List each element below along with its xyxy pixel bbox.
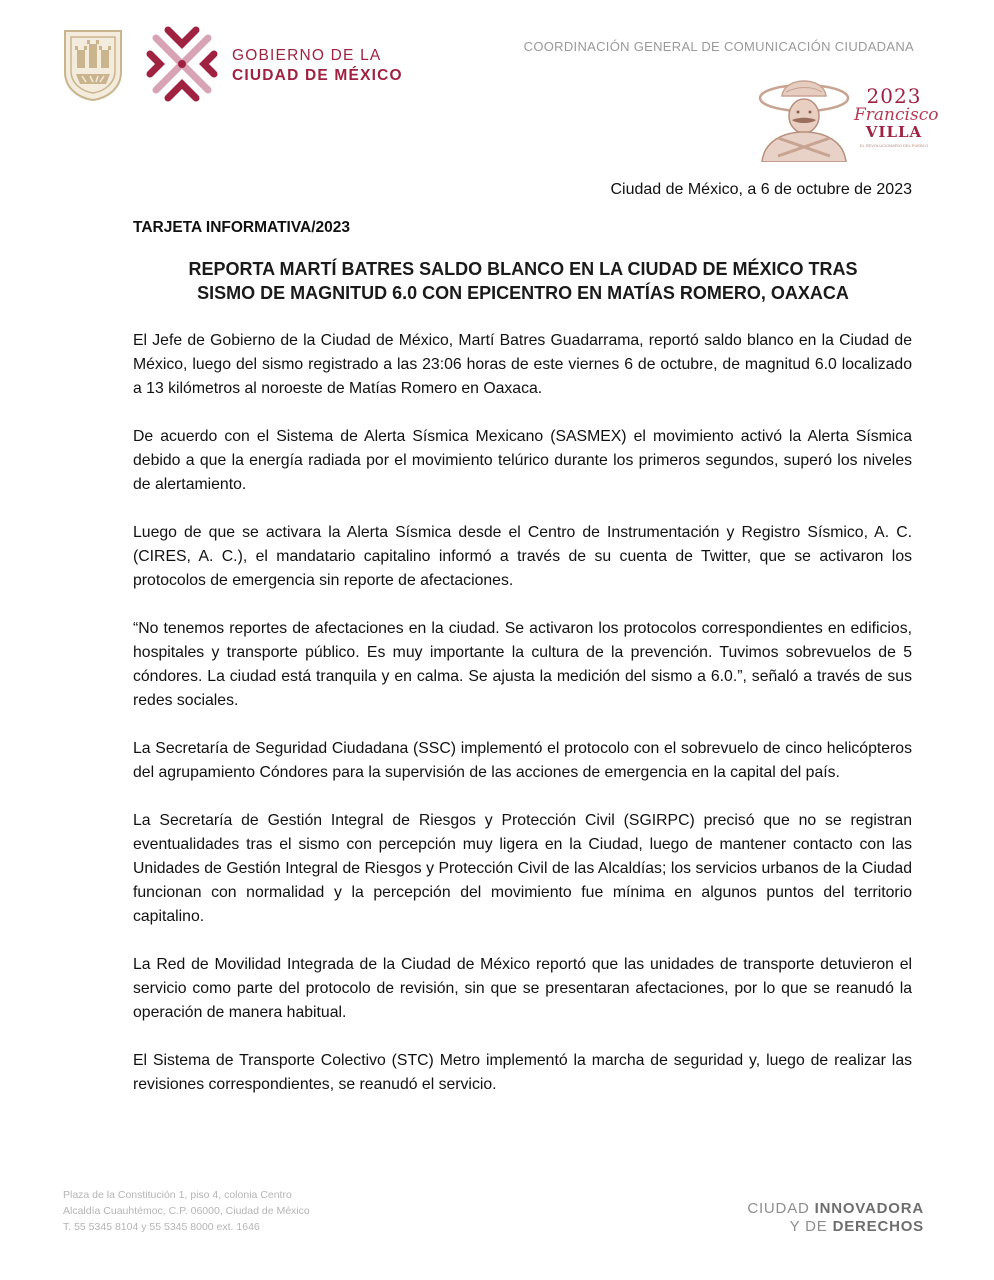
cdmx-logo-icon [146,24,218,104]
headline [120,257,926,305]
address-phone: T. 55 5345 8104 y 55 5345 8000 ext. 1646 [63,1221,260,1233]
paragraph: “No tenemos reportes de afectaciones en la ciudad. Se activaron los protocolos correspondientes en edificios, hospitales y transporte público. Es muy importante la cultura de la prevención. Tuvimos sobrevuelos de 5 cóndores. La ciudad está tranquila y en calma. Se ajusta la medición del sismo a 6.0.”, señaló a través de sus redes sociales. [133,620,912,709]
slogan-line1-regular: CIUDAD [747,1200,815,1217]
commemorative-title [854,84,939,149]
government-name [232,46,403,86]
document-date: Ciudad de México, a 6 de octubre de 2023 [610,181,912,198]
address-line2: Alcaldía Cuauhtémoc, C.P. 06000, Ciudad de México [63,1205,310,1217]
commemorative-subtitle: EL REVOLUCIONARIO DEL PUEBLO [859,143,929,148]
commemorative-year: 2023 [866,84,922,108]
paragraph: La Secretaría de Seguridad Ciudadana (SSC) implementó el protocolo con el sobrevuelo de cinco helicópteros del agrupamiento Cóndores para la supervisión de las acciones de emergencia en la capital del país. [133,740,912,781]
commemorative-name-line2: VILLA [865,123,923,141]
government-name-line2: CIUDAD DE MÉXICO [232,67,403,84]
paragraph: De acuerdo con el Sistema de Alerta Sísmica Mexicano (SASMEX) el movimiento activó la Alerta Sísmica debido a que la energía radiada por el movimiento telúrico durante los primeros segundos, superó los niveles de alertamiento. [133,428,912,493]
government-name-line1: GOBIERNO DE LA [232,47,382,64]
document-body [133,329,912,1121]
coat-of-arms-icon [62,28,124,102]
slogan-line2-regular: Y DE [789,1218,833,1235]
paragraph: La Red de Movilidad Integrada de la Ciudad de México reportó que las unidades de transporte detuvieron el servicio como parte del protocolo de revisión, sin que se presentaran afectaciones, por lo que se reanudó la operación de manera habitual. [133,956,912,1021]
commemorative-name-line1: Francisco [854,105,939,125]
paragraph: El Jefe de Gobierno de la Ciudad de México, Martí Batres Guadarrama, reportó saldo blanco en la Ciudad de México, luego del sismo registrado a las 23:06 horas de este viernes 6 de octubre, de magnitud 6.0 localizado a 13 kilómetros al noroeste de Matías Romero en Oaxaca. [133,332,912,397]
footer-slogan [747,1200,924,1236]
document-label: TARJETA INFORMATIVA/2023 [133,219,351,236]
slogan-line1-bold: INNOVADORA [814,1200,924,1217]
paragraph: El Sistema de Transporte Colectivo (STC) Metro implementó la marcha de seguridad y, luego de realizar las revisiones correspondientes, se reanudó el servicio. [133,1052,912,1093]
letterhead [0,0,994,180]
headline-line2: SISMO DE MAGNITUD 6.0 CON EPICENTRO EN MATÍAS ROMERO, OAXACA [197,283,849,303]
coordination-title: COORDINACIÓN GENERAL DE COMUNICACIÓN CIUDADANA [523,39,914,54]
paragraph: Luego de que se activara la Alerta Sísmica desde el Centro de Instrumentación y Registro Sísmico, A. C. (CIRES, A. C.), el mandatario capitalino informó a través de su cuenta de Twitter, que se activaron los protocolos de emergencia sin reporte de afectaciones. [133,524,912,589]
paragraph: La Secretaría de Gestión Integral de Riesgos y Protección Civil (SGIRPC) precisó que no se registran eventualidades tras el sismo con percepción muy ligera en la Ciudad, luego de mantener contacto con las Unidades de Gestión Integral de Riesgos y Protección Civil de las Alcaldías; los servicios urbanos de la Ciudad funcionan con normalidad y la percepción del movimiento fue mínima en algunos puntos del territorio capitalino. [133,812,912,925]
address-line1: Plaza de la Constitución 1, piso 4, colonia Centro [63,1189,292,1201]
footer-address [63,1187,310,1235]
headline-line1: REPORTA MARTÍ BATRES SALDO BLANCO EN LA CIUDAD DE MÉXICO TRAS [188,259,858,279]
slogan-line2-bold: DERECHOS [832,1218,924,1235]
